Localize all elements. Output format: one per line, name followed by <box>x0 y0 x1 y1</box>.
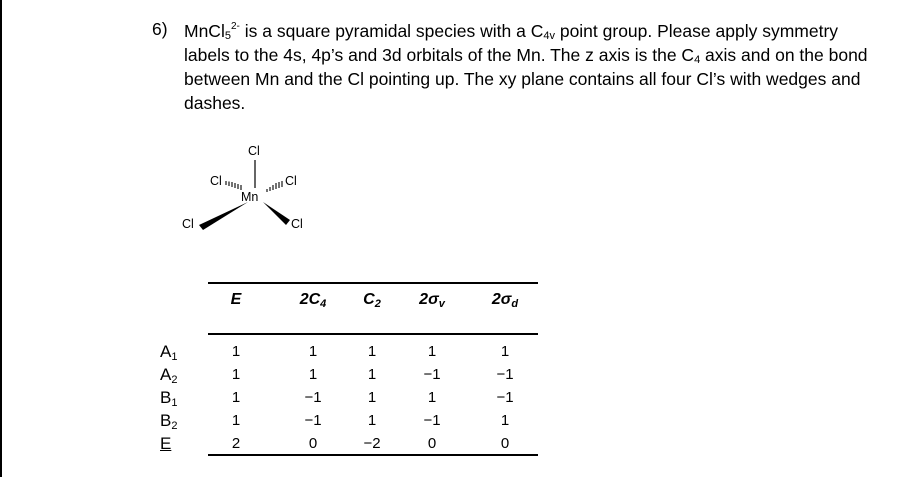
table-cell: −1 <box>423 412 441 429</box>
table-cell: 1 <box>367 343 377 360</box>
irrep-b1: $B_1$ <box>160 388 178 409</box>
atom-cl-back-left: Cl <box>210 174 222 188</box>
table-cell: 1 <box>427 343 437 360</box>
table-cell: 1 <box>367 366 377 383</box>
mncl5-structure <box>178 140 328 240</box>
wedge-bond-right <box>263 202 290 225</box>
header-2sigma-v: $2\sigma_v$ <box>419 291 445 310</box>
table-cell: −2 <box>363 435 381 452</box>
table-cell: 1 <box>231 366 241 383</box>
table-cell: 1 <box>308 366 318 383</box>
question-line-4: dashes. <box>184 93 246 113</box>
atom-cl-front-right: Cl <box>291 217 303 231</box>
hashed-bond-left <box>226 181 241 190</box>
header-2sigma-d: $2\sigma_d$ <box>491 291 519 310</box>
table-top-rule <box>208 282 538 284</box>
atom-mn: Mn <box>241 190 259 204</box>
question-number: 6) <box>152 19 168 39</box>
table-cell: 1 <box>308 343 318 360</box>
table-cell: 0 <box>308 435 318 452</box>
irrep-a1: $A_1$ <box>160 342 178 363</box>
atom-cl-top: Cl <box>248 144 260 158</box>
table-cell: 1 <box>231 412 241 429</box>
atom-cl-front-left: Cl <box>182 217 194 231</box>
atom-cl-back-right: Cl <box>285 174 297 188</box>
table-cell: 1 <box>367 412 377 429</box>
question-text <box>184 19 904 115</box>
table-cell: 1 <box>427 389 437 406</box>
table-cell: 1 <box>231 343 241 360</box>
irrep-b2: $B_2$ <box>160 411 178 432</box>
irrep-e: E <box>160 434 172 453</box>
table-cell: 1 <box>500 343 510 360</box>
table-cell: 2 <box>231 435 241 452</box>
header-2c4: $2C_4$ <box>299 291 327 310</box>
table-cell: 1 <box>500 412 510 429</box>
question-line-2: labels to the 4s, 4p’s and 3d orbitals of the Mn. The z axis is the $C_4$ axis and on the bond <box>184 45 868 66</box>
table-cell: −1 <box>423 366 441 383</box>
table-cell: −1 <box>496 389 514 406</box>
question-line-1: MnCl$_5^{2-}$ is a square pyramidal species with a $C_{4v}$ point group. Please apply symmetry <box>184 21 839 42</box>
left-border <box>0 0 2 477</box>
header-e: E <box>230 291 242 308</box>
table-bottom-rule <box>208 454 538 456</box>
table-cell: 0 <box>500 435 510 452</box>
table-cell: −1 <box>304 412 322 429</box>
table-cell: 1 <box>231 389 241 406</box>
irrep-a2: $A_2$ <box>160 365 178 386</box>
character-table <box>152 282 552 472</box>
question-line-3: between Mn and the Cl pointing up. The xy plane contains all four Cl’s with wedges and <box>184 69 861 89</box>
hashed-bond-right <box>267 181 282 192</box>
table-header-rule <box>208 333 538 335</box>
table-cell: −1 <box>496 366 514 383</box>
header-c2: $C_2$ <box>363 291 381 310</box>
table-cell: −1 <box>304 389 322 406</box>
table-cell: 0 <box>427 435 437 452</box>
table-cell: 1 <box>367 389 377 406</box>
wedge-bond-left <box>199 202 248 230</box>
